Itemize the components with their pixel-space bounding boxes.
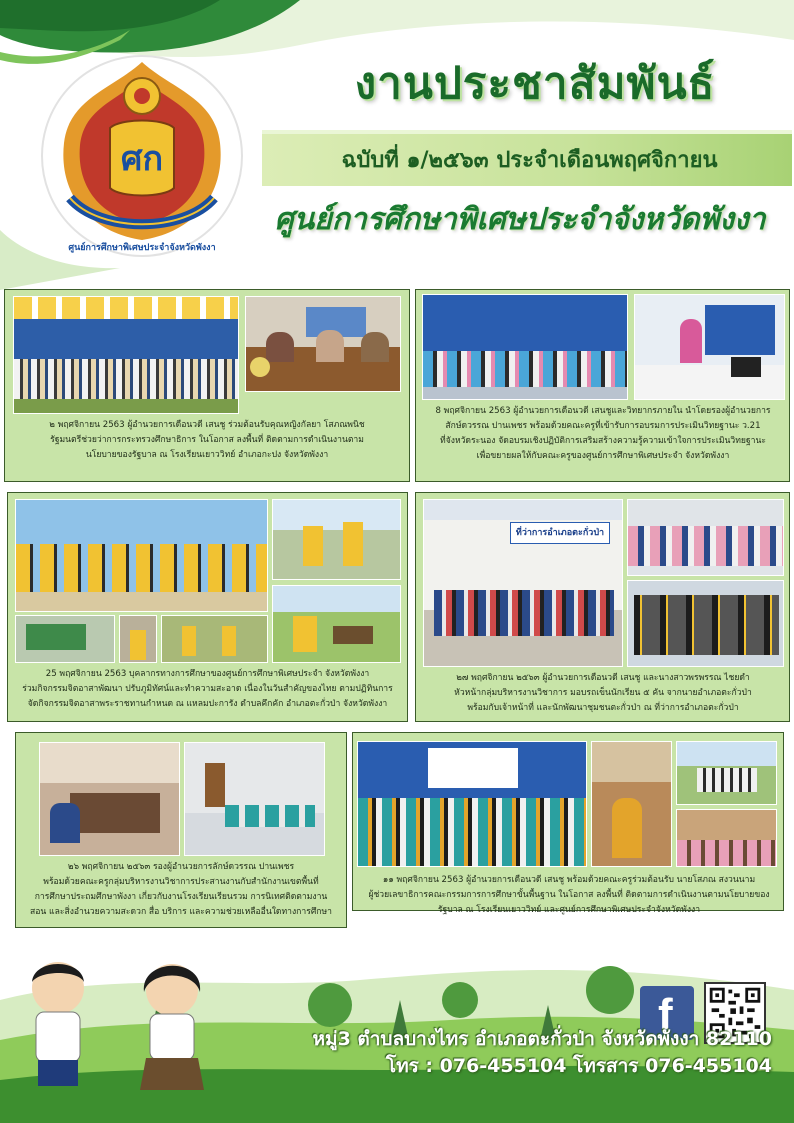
- news-panel-6: [352, 732, 784, 915]
- news-panel-1: [4, 289, 410, 482]
- news-photo: [591, 741, 672, 867]
- svg-text:ศก: ศก: [120, 139, 164, 179]
- news-photo: [357, 741, 587, 867]
- news-caption: [357, 873, 781, 918]
- news-photo: [676, 741, 777, 805]
- caption-line: 25 พฤศจิกายน 2563 บุคลากรทางการศึกษาของศูนย์การศึกษาพิเศษประจำ จังหวัดพังงา: [45, 669, 370, 679]
- caption-line: ๒๗ พฤศจิกายน ๒๕๖๓ ผู้อำนวยการเดือนวดี เสนชู และนางสาวพรพรรณ ไชยดำ: [456, 673, 750, 683]
- caption-line: ร่วมกิจกรรมจิตอาสาพัฒนา ปรับภูมิทัศน์และทำความสะอาด เนื่องในวันสำคัญของไทย ตามปฏิทินการ: [22, 684, 393, 694]
- news-photo: [13, 296, 239, 414]
- news-caption: [9, 418, 405, 463]
- news-caption: [12, 667, 403, 712]
- news-photo: [245, 296, 401, 392]
- news-photo: [676, 809, 777, 867]
- news-panel-5: [15, 732, 347, 928]
- caption-line: การศึกษาประถมศึกษาพังงา เกี่ยวกับงานโรงเรียนเรียนรวม การนิเทศติดตามงาน: [34, 892, 328, 902]
- news-panel-4: [415, 492, 790, 722]
- caption-line: ๒ พฤศจิกายน 2563 ผู้อำนวยการเดือนวดี เสนชู ร่วมต้อนรับคุณหญิงกัลยา โสภณพนิช: [49, 420, 365, 430]
- school-name: ศูนย์การศึกษาพิเศษประจำจังหวัดพังงา: [274, 202, 766, 237]
- caption-line: เพื่อขยายผลให้กับคณะครูของศูนย์การศึกษาพิเศษประจำ จังหวัดพังงา: [476, 451, 730, 461]
- caption-line: ผู้ช่วยเลขาธิการคณะกรรมการการศึกษาขั้นพื้นฐาน ในโอกาส ลงพื้นที่ ติดตามการดำเนินงานตามนโยบายของ: [368, 890, 770, 900]
- news-caption: [20, 860, 342, 920]
- school-logo: [40, 48, 245, 258]
- news-caption: [420, 404, 786, 464]
- news-photo: [119, 615, 157, 663]
- facebook-glyph: f: [658, 990, 673, 1039]
- news-photo: [272, 499, 401, 580]
- caption-line: หัวหน้ากลุ่มบริหารงานวิชาการ มอบรถเข็นนักเรียน ๕ คัน จากนายอำเภอตะกั่วป่า: [454, 688, 752, 698]
- news-photo: [627, 580, 784, 667]
- caption-line: ๒๖ พฤศจิกายน ๒๕๖๓ รองผู้อำนวยการลักษ์ดวรรณ ปานเพชร: [67, 862, 295, 872]
- contact-info: [282, 1026, 772, 1080]
- news-photo: [634, 294, 785, 400]
- caption-line: จัดกิจกรรมจิตอาสาพระราชทานกำหนด ณ แหลมปะการัง ตำบลคึกคัก อำเภอตะกั่วป่า จังหวัดพังงา: [27, 699, 388, 709]
- page-title: งานประชาสัมพันธ์: [354, 58, 716, 109]
- issue-label: ฉบับที่ ๑/๒๕๖๓ ประจำเดือนพฤศจิกายน: [341, 148, 718, 173]
- news-caption: [420, 671, 786, 716]
- caption-line: รัฐบาล ณ โรงเรียนเยาววิทย์ และศูนย์การศึกษาพิเศษประจำจังหวัดพังงา: [437, 905, 701, 915]
- phone-line: โทร : 076-455104 โทรสาร 076-455104: [385, 1055, 772, 1077]
- issue-banner: [262, 130, 792, 186]
- news-photo: [422, 294, 628, 400]
- news-photo: [184, 742, 325, 856]
- girl-figure: [140, 964, 204, 1090]
- caption-line: พร้อมด้วยคณะครูกลุ่มบริหารงานวิชาการประสานงานกับสำนักงานเขตพื้นที่: [43, 877, 319, 887]
- caption-line: 8 พฤศจิกายน 2563 ผู้อำนวยการเดือนวดี เสนชูและวิทยากรภายใน นำโดยรองผู้อำนวยการ: [435, 406, 771, 416]
- caption-line: ที่จังหวัดระนอง จัดอบรมเชิงปฏิบัติการเสริมสร้างความรู้ความเข้าใจการประเมินวิทยฐานะ: [440, 436, 766, 446]
- news-panel-2: [415, 289, 790, 482]
- boy-figure: [32, 962, 84, 1086]
- news-photo: [15, 615, 115, 663]
- caption-line: สักษ์ดวรรณ ปานเพชร พร้อมด้วยคณะครูที่เข้ารับการอบรมการประเมินวิทยฐานะ ว.21: [445, 421, 761, 431]
- news-photo: [15, 499, 268, 612]
- caption-line: พร้อมกับเจ้าหน้าที่ และนักพัฒนาชุมชนตะกั่วป่า ณ ที่ว่าการอำเภอตะกั่วป่า: [467, 703, 739, 713]
- news-photo: [272, 585, 401, 663]
- address-line: หมู่3 ตำบลบางไทร อำเภอตะกั่วป่า จังหวัดพังงา 82110: [312, 1028, 772, 1050]
- news-photo: [161, 615, 268, 663]
- caption-line: ๑๑ พฤศจิกายน 2563 ผู้อำนวยการเดือนวดี เสนชู พร้อมด้วยคณะครูร่วมต้อนรับ นายโสภณ สงวนนาม: [382, 875, 756, 885]
- caption-line: รัฐมนตรีช่วยว่าการกระทรวงศึกษาธิการ ในโอกาส ลงพื้นที่ ติดตามการดำเนินงานตาม: [50, 435, 364, 445]
- news-photo: [423, 499, 623, 667]
- news-photo: [627, 499, 784, 576]
- news-panel-3: [7, 492, 408, 722]
- caption-line: นโยบายของรัฐบาล ณ โรงเรียนเยาววิทย์ อำเภอกะปง จังหวัดพังงา: [85, 450, 329, 460]
- logo-text: ศูนย์การศึกษาพิเศษประจำจังหวัดพังงา: [68, 243, 216, 253]
- district-office-sign: ที่ว่าการอำเภอตะกั่วป่า: [515, 528, 605, 538]
- caption-line: สอน และสิ่งอำนวยความสะดวก สื่อ บริการ และความช่วยเหลืออื่นใดทางการศึกษา: [30, 907, 332, 917]
- news-photo: [39, 742, 180, 856]
